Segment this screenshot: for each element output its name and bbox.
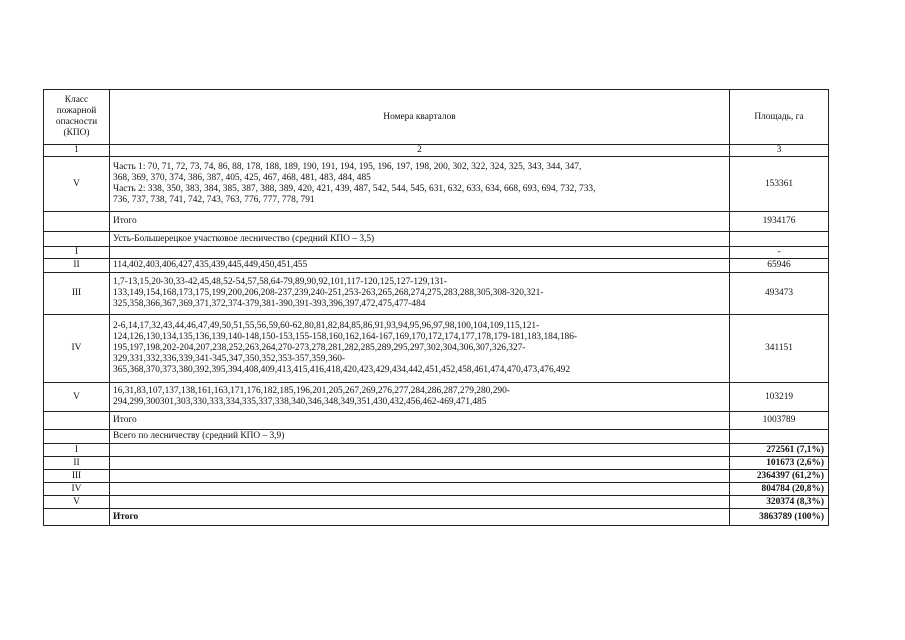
column-number-3: 3 — [730, 145, 829, 157]
total-empty — [110, 457, 730, 470]
row-quarters — [110, 157, 730, 212]
quarters-line: 16,31,83,107,137,138,161,163,171,176,182,185,196,201,205,267,269,276,277,284,286,287,279,280,290- — [113, 386, 510, 396]
total-row — [44, 444, 829, 457]
quarters-line: 368, 369, 370, 374, 386, 387, 405, 425, 467, 468, 481, 483, 484, 485 — [113, 173, 371, 183]
row-area: 1003789 — [730, 412, 829, 430]
header-class: Класс пожарной опасности (КПО) — [44, 90, 110, 145]
row-area: 153361 — [730, 157, 829, 212]
quarters-line: Часть 1: 70, 71, 72, 73, 74, 86, 88, 178, 188, 189, 190, 191, 194, 195, 196, 197, 198, 200, 302, 322, 324, 325, 343, 344, 347, — [113, 162, 582, 172]
total-row — [44, 496, 829, 509]
total-area: 2364397 (61,2%) — [730, 470, 829, 483]
row-quarters: 114,402,403,406,427,435,439,445,449,450,451,455 — [110, 259, 730, 273]
total-empty — [110, 483, 730, 496]
quarters-line: 195,197,198,202-204,207,238,252,263,264,270-273,278,281,282,285,289,295,297,302,304,306,307,326,327- — [113, 343, 526, 353]
row-class — [44, 212, 110, 232]
section-title: Всего по лесничеству (средний КПО – 3,9) — [110, 430, 730, 444]
total-row — [44, 483, 829, 496]
table-row — [44, 247, 829, 259]
column-number-row — [44, 145, 829, 157]
total-class: II — [44, 457, 110, 470]
row-class: V — [44, 157, 110, 212]
table-row — [44, 232, 829, 247]
total-class: I — [44, 444, 110, 457]
row-class: I — [44, 247, 110, 259]
row-area: 493473 — [730, 273, 829, 315]
total-area: 272561 (7,1%) — [730, 444, 829, 457]
row-class: III — [44, 273, 110, 315]
header-quarters: Номера кварталов — [110, 90, 730, 145]
row-class — [44, 232, 110, 247]
total-area: 101673 (2,6%) — [730, 457, 829, 470]
total-area: 804784 (20,8%) — [730, 483, 829, 496]
quarters-line: 294,299,300301,303,330,333,334,335,337,338,340,346,348,349,351,430,432,456,462-469,471,485 — [113, 397, 487, 407]
row-class: II — [44, 259, 110, 273]
table-row — [44, 259, 829, 273]
quarters-line: 133,149,154,168,173,175,199,200,206,208-237,239,240-251,253-263,265,268,274,275,283,288,305,308-320,321- — [113, 288, 544, 298]
total-class: IV — [44, 483, 110, 496]
fire-class-table — [43, 89, 829, 526]
grand-total-area: 3863789 (100%) — [730, 509, 829, 526]
header-area: Площадь, га — [730, 90, 829, 145]
row-quarters: Итого — [110, 412, 730, 430]
grand-total-label: Итого — [110, 509, 730, 526]
row-class — [44, 430, 110, 444]
row-area: 1934176 — [730, 212, 829, 232]
total-empty — [110, 444, 730, 457]
table-row — [44, 412, 829, 430]
row-area — [730, 430, 829, 444]
table-row — [44, 157, 829, 212]
quarters-line: 365,368,370,373,380,392,395,394,408,409,413,415,416,418,420,423,429,434,442,451,452,458,461,474,470,473,476,492 — [113, 365, 571, 375]
row-quarters — [110, 383, 730, 412]
row-class: IV — [44, 315, 110, 383]
row-quarters — [110, 273, 730, 315]
row-area: 103219 — [730, 383, 829, 412]
table-row — [44, 430, 829, 444]
quarters-line: Часть 2: 338, 350, 383, 384, 385, 387, 388, 389, 420, 421, 439, 487, 542, 544, 545, 631, 632, 633, 634, 668, 693, 694, 732, 733, — [113, 184, 596, 194]
total-area: 320374 (8,3%) — [730, 496, 829, 509]
quarters-line: 325,358,366,367,369,371,372,374-379,381-390,391-393,396,397,472,475,477-484 — [113, 299, 426, 309]
grand-total-empty — [44, 509, 110, 526]
row-area: - — [730, 247, 829, 259]
row-area: 65946 — [730, 259, 829, 273]
total-row — [44, 470, 829, 483]
total-empty — [110, 470, 730, 483]
quarters-line: 1,7-13,15,20-30,33-42,45,48,52-54,57,58,64-79,89,90,92,101,117-120,125,127-129,131- — [113, 277, 448, 287]
quarters-line: 736, 737, 738, 741, 742, 743, 763, 776, 777, 778, 791 — [113, 195, 315, 205]
table-row — [44, 383, 829, 412]
table-row — [44, 273, 829, 315]
column-number-1: 1 — [44, 145, 110, 157]
row-quarters — [110, 247, 730, 259]
quarters-line: 2-6,14,17,32,43,44,46,47,49,50,51,55,56,59,60-62,80,81,82,84,85,86,91,93,94,95,96,97,98,100,104,109,115,121- — [113, 321, 540, 331]
total-class: III — [44, 470, 110, 483]
grand-total-row — [44, 509, 829, 526]
quarters-line: 329,331,332,336,339,341-345,347,350,352,353-357,359,360- — [113, 354, 346, 364]
row-quarters — [110, 315, 730, 383]
total-class: V — [44, 496, 110, 509]
row-class: V — [44, 383, 110, 412]
total-empty — [110, 496, 730, 509]
section-title: Усть-Большерецкое участковое лесничество (средний КПО – 3,5) — [110, 232, 730, 247]
total-row — [44, 457, 829, 470]
row-area — [730, 232, 829, 247]
table-row — [44, 315, 829, 383]
table-row — [44, 212, 829, 232]
column-number-2: 2 — [110, 145, 730, 157]
header-row — [44, 90, 829, 145]
row-quarters: Итого — [110, 212, 730, 232]
row-class — [44, 412, 110, 430]
row-area: 341151 — [730, 315, 829, 383]
quarters-line: 124,126,130,134,135,136,139,140-148,150-153,155-158,160,162,164-167,169,170,172,174,177,178,179-181,183,184,186- — [113, 332, 578, 342]
